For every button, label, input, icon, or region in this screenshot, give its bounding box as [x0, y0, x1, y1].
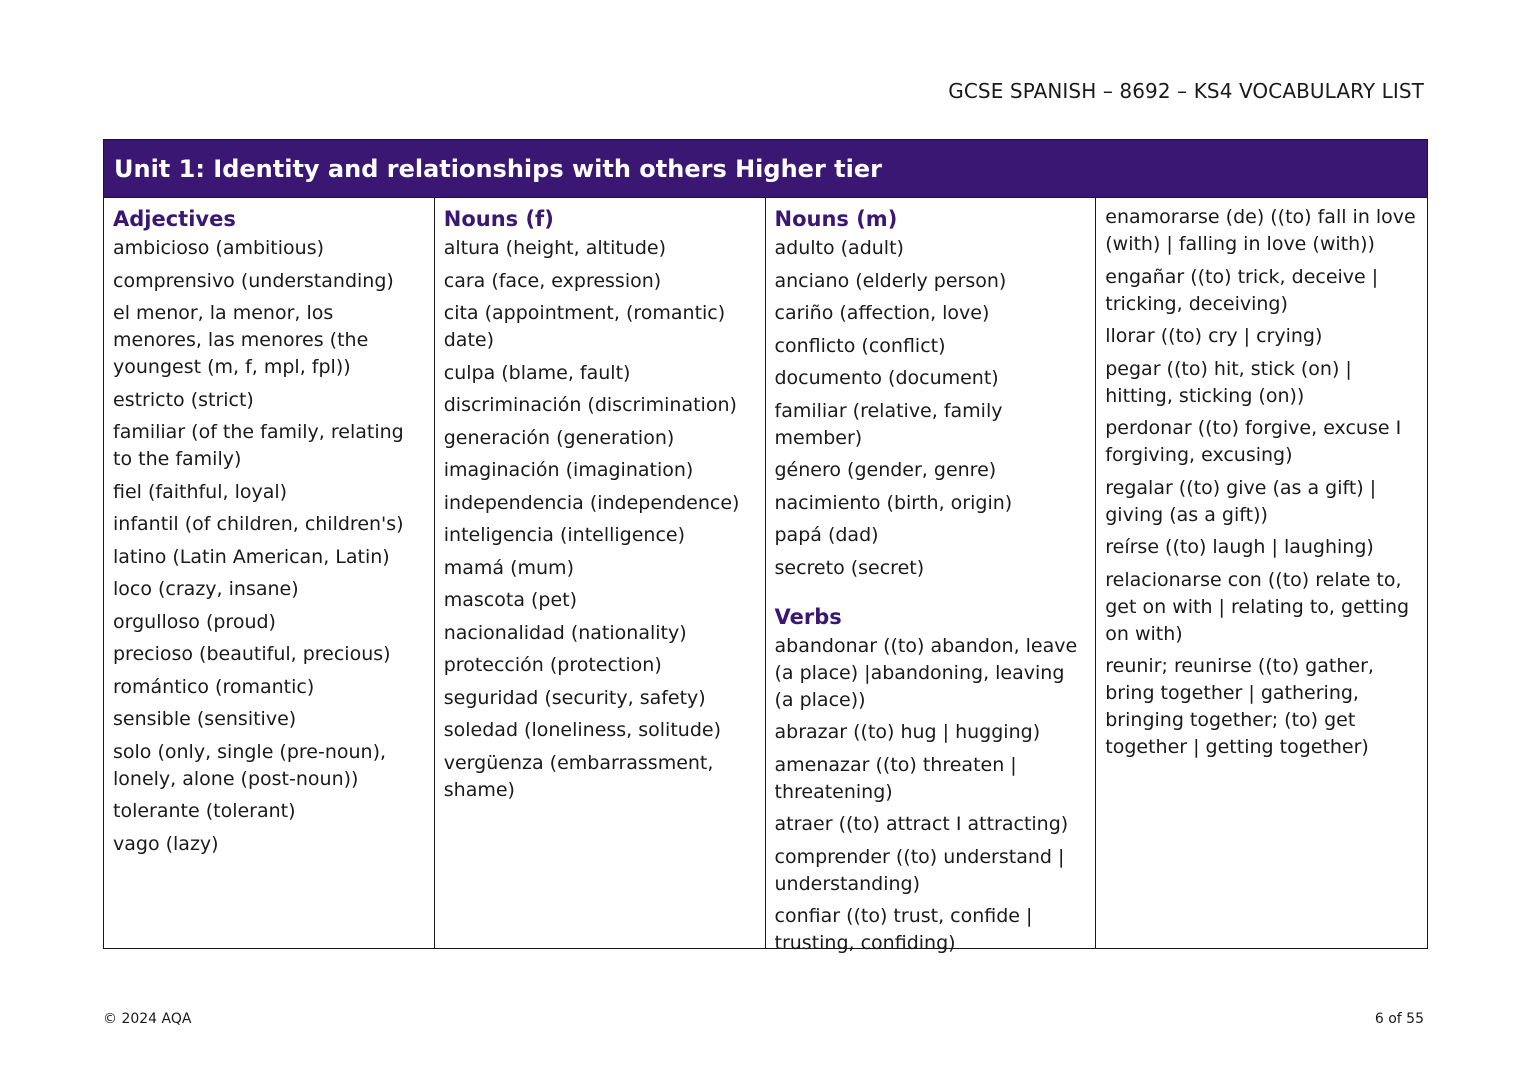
- vocab-entry: fiel (faithful, loyal): [113, 480, 288, 503]
- adjectives-heading: Adjectives: [113, 207, 236, 231]
- column-adjectives: [104, 198, 435, 948]
- vocab-entry: generación (generation): [443, 426, 675, 449]
- vocab-entry: engañar ((to) trick, deceive | tricking, deceiving): [1105, 265, 1379, 315]
- vocab-entry: solo (only, single (pre-noun), lonely, alone (post-noun)): [113, 740, 387, 790]
- vocab-entry: loco (crazy, insane): [113, 578, 299, 600]
- vocab-entry: latino (Latin American, Latin): [113, 545, 390, 568]
- vocab-entry: reírse ((to) laugh | laughing): [1105, 536, 1374, 558]
- vocab-entry: discriminación (discrimination): [443, 394, 737, 416]
- vocab-entry: documento (document): [774, 367, 999, 389]
- vocab-entry: adulto (adult): [774, 237, 904, 259]
- vocabulary-table: [103, 139, 1428, 954]
- adjectives-list: [113, 235, 426, 858]
- vocab-entry: mascota (pet): [443, 589, 578, 611]
- vocab-entry: nacimiento (birth, origin): [774, 491, 1013, 514]
- column-verbs-continued: [1096, 198, 1427, 948]
- column-nouns-m-verbs: [766, 198, 1097, 954]
- vocab-entry: familiar (of the family, relating to the family): [113, 421, 404, 470]
- document-header: GCSE SPANISH – 8692 – KS4 VOCABULARY LIST: [948, 79, 1424, 103]
- vocab-entry: infantil (of children, children's): [113, 513, 404, 535]
- nouns-f-heading: Nouns (f): [443, 207, 554, 231]
- verbs-list: [775, 633, 1088, 958]
- vocab-entry: papá (dad): [774, 524, 879, 546]
- vocab-entry: atraer ((to) attract I attracting): [774, 813, 1069, 835]
- vocab-entry: precioso (beautiful, precious): [113, 643, 391, 665]
- vocab-entry: reunir; reunirse ((to) gather, bring together | gathering, bringing together; (to) get together | getting together): [1105, 655, 1374, 758]
- vocab-entry: regalar ((to) give (as a gift) | giving (as a gift)): [1105, 476, 1377, 526]
- nouns-m-heading: Nouns (m): [774, 207, 898, 231]
- vocab-entry: orgulloso (proud): [113, 610, 276, 633]
- vocab-entry: cariño (affection, love): [774, 302, 990, 324]
- vocab-entry: relacionarse con ((to) relate to, get on with | relating to, getting on with): [1105, 568, 1410, 645]
- vocab-entry: protección (protection): [443, 654, 662, 676]
- copyright: © 2024 AQA: [103, 1011, 192, 1027]
- vocab-entry: abandonar ((to) abandon, leave (a place) |abandoning, leaving (a place)): [774, 634, 1078, 711]
- verbs-continued-list: [1105, 204, 1419, 761]
- vocab-entry: comprensivo (understanding): [113, 269, 394, 292]
- table-columns: [104, 198, 1427, 954]
- vocab-entry: el menor, la menor, los menores, las menores (the youngest (m, f, mpl, fpl)): [113, 302, 369, 378]
- vocab-entry: secreto (secret): [774, 556, 925, 579]
- vocab-entry: conflicto (conflict): [774, 334, 946, 357]
- vocab-entry: sensible (sensitive): [113, 708, 297, 730]
- vocab-entry: mamá (mum): [443, 556, 574, 579]
- vocab-entry: confiar ((to) trust, confide | trusting, confiding): [774, 905, 1033, 954]
- vocab-entry: nacionalidad (nationality): [443, 621, 687, 644]
- vocab-entry: seguridad (security, safety): [443, 686, 706, 709]
- unit-title: Unit 1: Identity and relationships with others Higher tier: [104, 140, 1427, 198]
- vocab-entry: vergüenza (embarrassment, shame): [443, 751, 714, 801]
- vocab-entry: altura (height, altitude): [443, 237, 667, 259]
- nouns-f-list: [444, 235, 757, 804]
- vocab-entry: estricto (strict): [113, 388, 254, 411]
- vocab-entry: romántico (romantic): [113, 675, 315, 698]
- verbs-heading: Verbs: [774, 604, 842, 629]
- vocab-entry: vago (lazy): [113, 832, 219, 855]
- vocab-entry: perdonar ((to) forgive, excuse I forgiving, excusing): [1105, 417, 1402, 466]
- vocab-entry: inteligencia (intelligence): [443, 524, 686, 546]
- vocab-entry: independencia (independence): [443, 491, 740, 514]
- vocab-entry: culpa (blame, fault): [443, 361, 631, 384]
- vocab-entry: género (gender, genre): [774, 459, 997, 481]
- vocab-entry: cara (face, expression): [443, 269, 662, 292]
- vocab-entry: tolerante (tolerant): [113, 800, 296, 822]
- vocab-entry: amenazar ((to) threaten | threatening): [774, 753, 1017, 803]
- vocab-entry: familiar (relative, family member): [774, 399, 1003, 449]
- page-number: 6 of 55: [1374, 1011, 1424, 1027]
- column-nouns-f: [435, 198, 766, 948]
- vocab-entry: llorar ((to) cry | crying): [1105, 325, 1323, 347]
- vocab-entry: cita (appointment, (romantic) date): [443, 302, 726, 351]
- nouns-m-list: [775, 235, 1088, 582]
- vocab-entry: abrazar ((to) hug | hugging): [774, 721, 1041, 743]
- vocab-entry: ambicioso (ambitious): [113, 237, 325, 259]
- vocab-entry: anciano (elderly person): [774, 269, 1007, 292]
- vocab-entry: enamorarse (de) ((to) fall in love (with) | falling in love (with)): [1105, 206, 1416, 255]
- vocab-entry: imaginación (imagination): [443, 459, 694, 481]
- vocab-entry: pegar ((to) hit, stick (on) | hitting, sticking (on)): [1105, 357, 1352, 407]
- vocab-entry: comprender ((to) understand | understanding): [774, 845, 1065, 895]
- vocab-entry: soledad (loneliness, solitude): [443, 719, 721, 741]
